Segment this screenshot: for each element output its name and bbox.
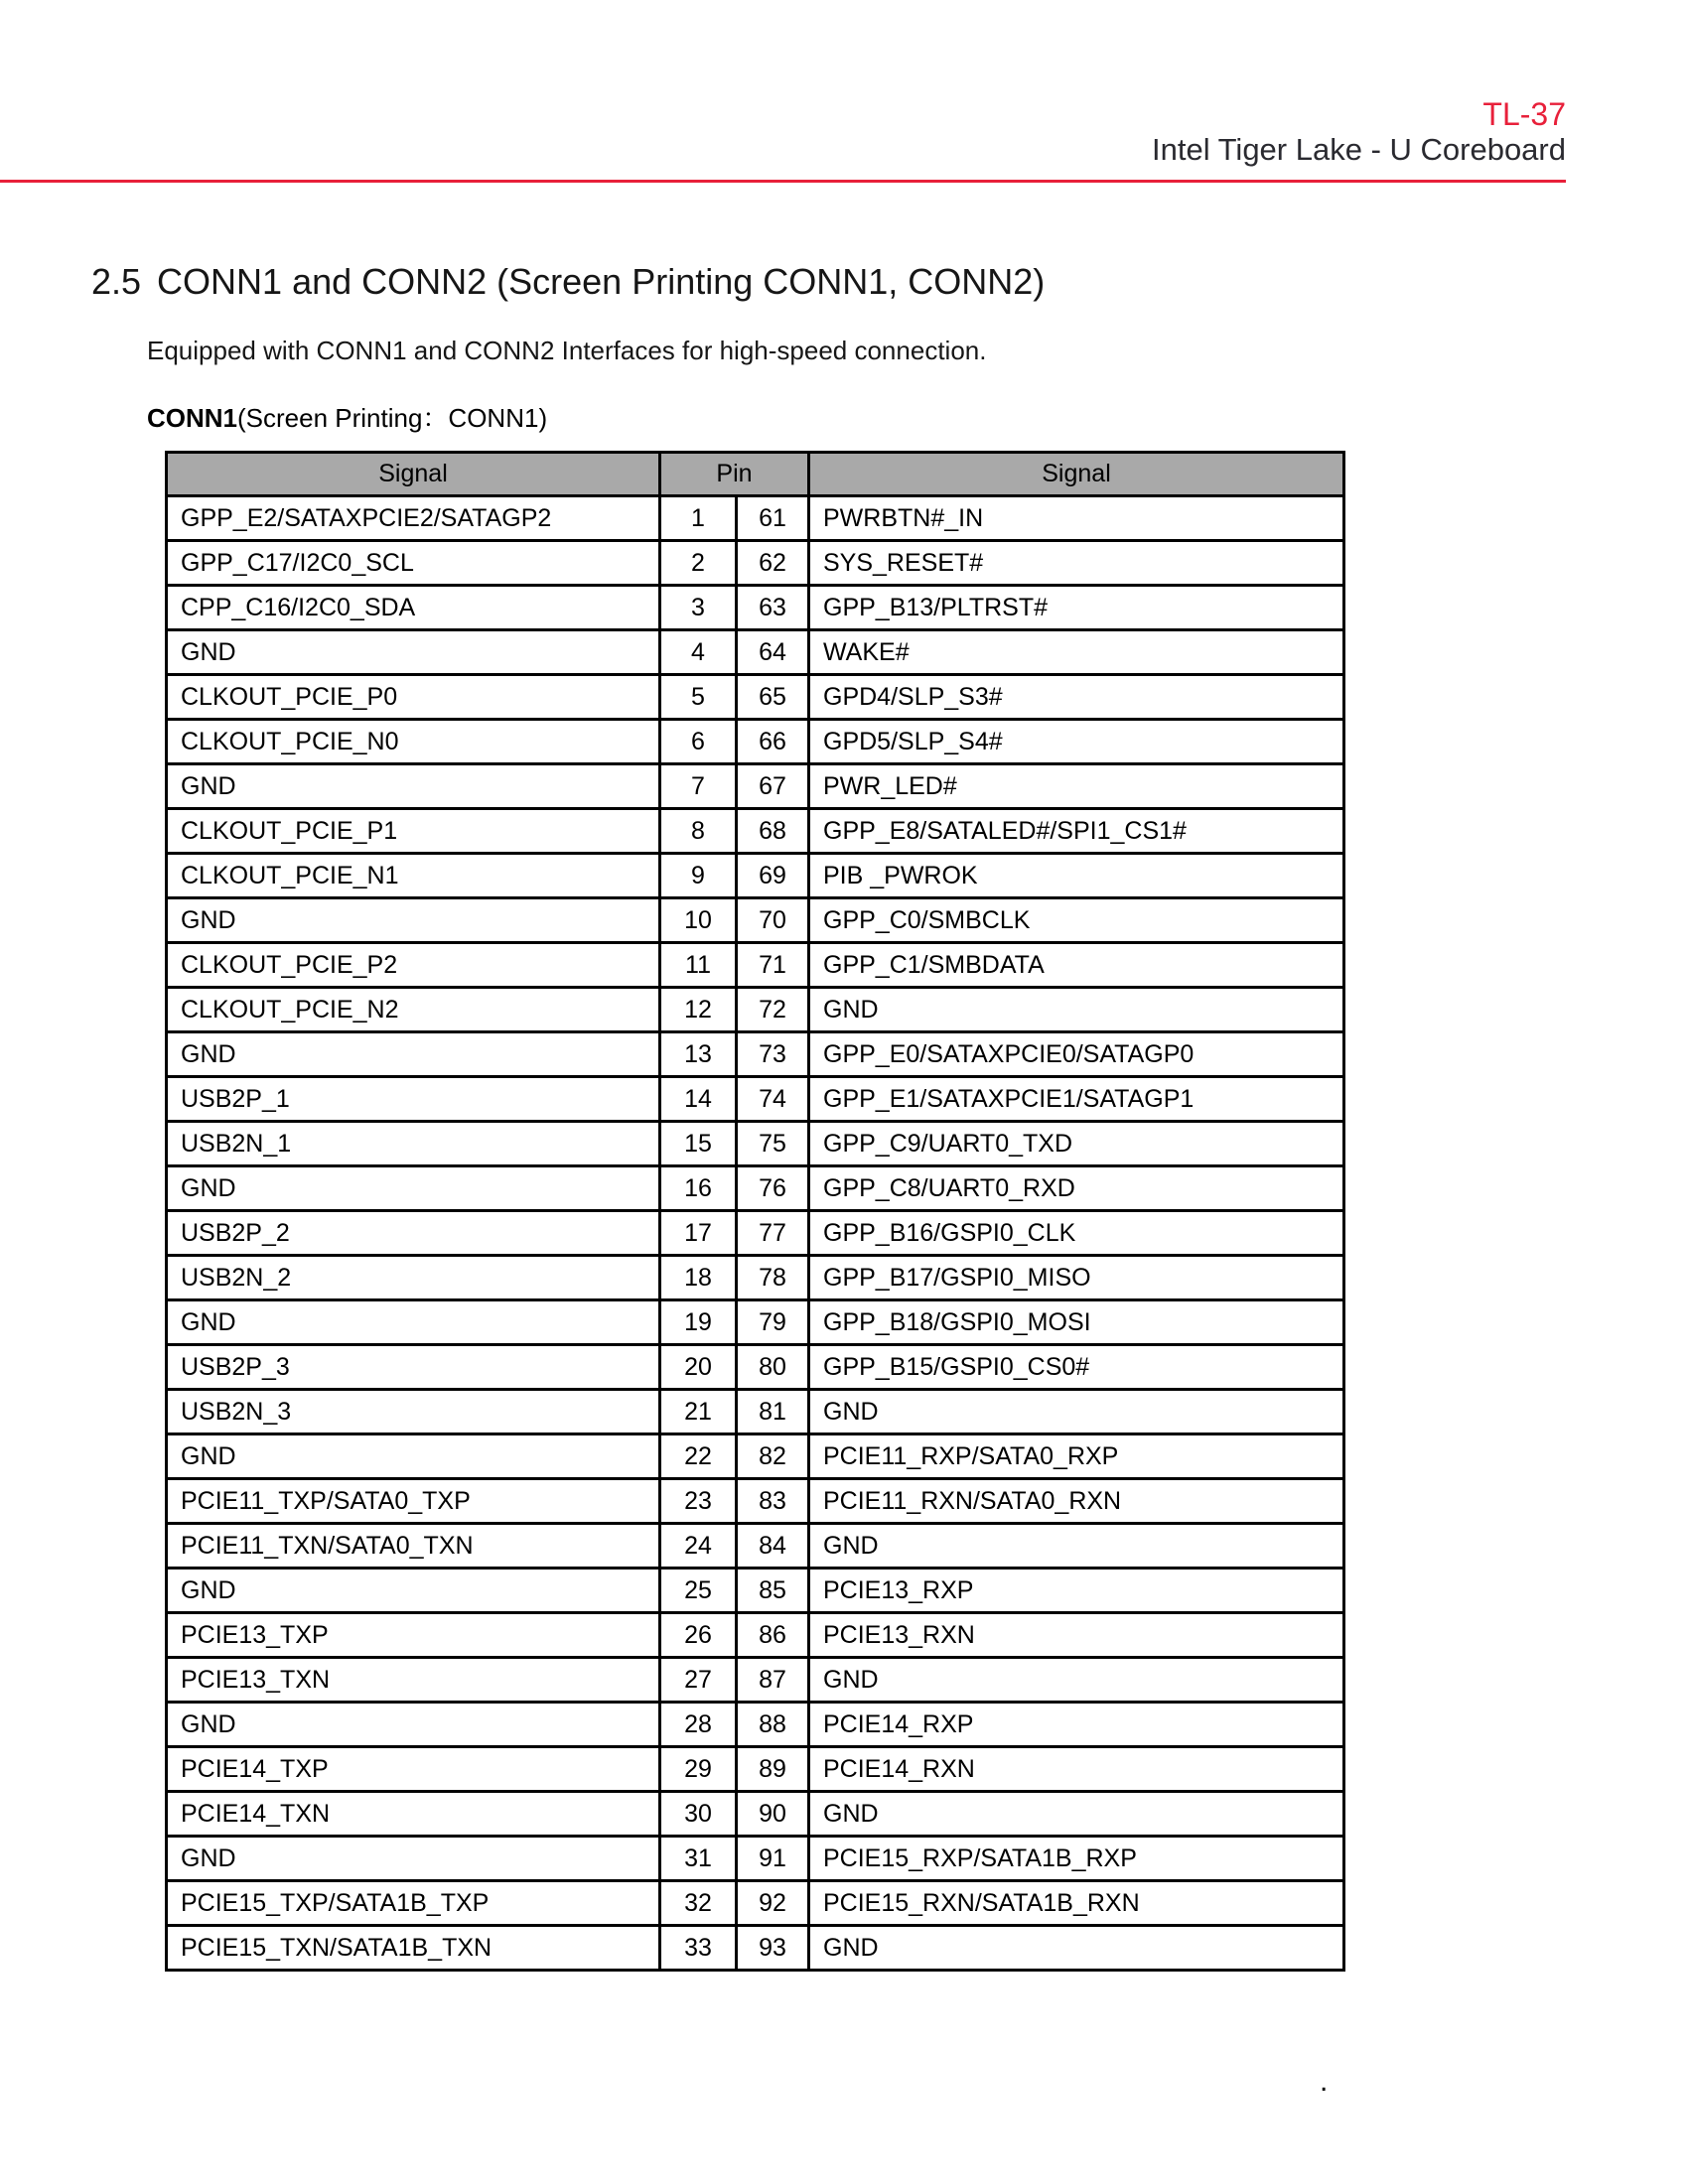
table-row <box>167 1881 1344 1926</box>
section-number: 2.5 <box>91 261 142 302</box>
header-rule <box>0 180 1566 183</box>
signal-left-cell: GND <box>167 1434 660 1479</box>
product-name: Intel Tiger Lake - U Coreboard <box>1152 132 1566 167</box>
table-row <box>167 1524 1344 1569</box>
signal-left-cell: PCIE15_TXN/SATA1B_TXN <box>167 1926 660 1971</box>
table-caption-rest: (Screen Printing：CONN1) <box>237 403 548 433</box>
pin-right-cell: 69 <box>737 854 809 898</box>
pin-right-cell: 93 <box>737 1926 809 1971</box>
signal-right-cell: GND <box>809 1792 1344 1837</box>
table-row <box>167 1792 1344 1837</box>
signal-left-cell: GND <box>167 1837 660 1881</box>
table-row <box>167 675 1344 720</box>
pin-left-cell: 7 <box>660 764 737 809</box>
pin-left-cell: 20 <box>660 1345 737 1390</box>
table-row <box>167 1166 1344 1211</box>
pin-right-cell: 88 <box>737 1703 809 1747</box>
table-row <box>167 1747 1344 1792</box>
signal-left-cell: CLKOUT_PCIE_N2 <box>167 988 660 1032</box>
table-row <box>167 1569 1344 1613</box>
pin-left-cell: 5 <box>660 675 737 720</box>
signal-right-cell: GND <box>809 988 1344 1032</box>
pin-right-cell: 82 <box>737 1434 809 1479</box>
table-row <box>167 1434 1344 1479</box>
signal-right-cell: PCIE15_RXN/SATA1B_RXN <box>809 1881 1344 1926</box>
pin-right-cell: 86 <box>737 1613 809 1658</box>
table-row <box>167 1256 1344 1300</box>
signal-left-cell: USB2N_1 <box>167 1122 660 1166</box>
pin-left-cell: 25 <box>660 1569 737 1613</box>
signal-right-cell: PCIE14_RXN <box>809 1747 1344 1792</box>
pin-right-cell: 91 <box>737 1837 809 1881</box>
table-row <box>167 1658 1344 1703</box>
signal-left-cell: PCIE11_TXN/SATA0_TXN <box>167 1524 660 1569</box>
pin-left-cell: 22 <box>660 1434 737 1479</box>
table-row <box>167 720 1344 764</box>
pin-left-cell: 23 <box>660 1479 737 1524</box>
signal-left-cell: PCIE13_TXP <box>167 1613 660 1658</box>
table-row <box>167 988 1344 1032</box>
signal-right-cell: PCIE15_RXP/SATA1B_RXP <box>809 1837 1344 1881</box>
pin-right-cell: 79 <box>737 1300 809 1345</box>
footer-period-mark: . <box>1320 2065 1329 2098</box>
signal-right-cell: SYS_RESET# <box>809 541 1344 586</box>
pin-right-cell: 64 <box>737 630 809 675</box>
header-signal-right: Signal <box>809 453 1344 496</box>
pin-left-cell: 33 <box>660 1926 737 1971</box>
pin-left-cell: 2 <box>660 541 737 586</box>
table-row <box>167 1926 1344 1971</box>
pin-left-cell: 19 <box>660 1300 737 1345</box>
pin-right-cell: 84 <box>737 1524 809 1569</box>
signal-left-cell: PCIE13_TXN <box>167 1658 660 1703</box>
signal-left-cell: CLKOUT_PCIE_N0 <box>167 720 660 764</box>
signal-left-cell: GND <box>167 764 660 809</box>
pin-left-cell: 11 <box>660 943 737 988</box>
table-row <box>167 1479 1344 1524</box>
signal-right-cell: PWRBTN#_IN <box>809 496 1344 541</box>
table-row <box>167 1613 1344 1658</box>
pin-right-cell: 92 <box>737 1881 809 1926</box>
signal-left-cell: USB2P_1 <box>167 1077 660 1122</box>
table-row <box>167 809 1344 854</box>
signal-left-cell: CLKOUT_PCIE_P0 <box>167 675 660 720</box>
table-row <box>167 854 1344 898</box>
signal-right-cell: GPP_B15/GSPI0_CS0# <box>809 1345 1344 1390</box>
pin-right-cell: 81 <box>737 1390 809 1434</box>
table-row <box>167 1122 1344 1166</box>
pin-left-cell: 32 <box>660 1881 737 1926</box>
pin-right-cell: 63 <box>737 586 809 630</box>
signal-left-cell: GPP_E2/SATAXPCIE2/SATAGP2 <box>167 496 660 541</box>
signal-right-cell: GPP_E8/SATALED#/SPI1_CS1# <box>809 809 1344 854</box>
pin-left-cell: 29 <box>660 1747 737 1792</box>
pin-right-cell: 62 <box>737 541 809 586</box>
signal-right-cell: GND <box>809 1658 1344 1703</box>
table-row <box>167 764 1344 809</box>
pin-right-cell: 89 <box>737 1747 809 1792</box>
pin-left-cell: 6 <box>660 720 737 764</box>
signal-left-cell: PCIE14_TXP <box>167 1747 660 1792</box>
pin-right-cell: 67 <box>737 764 809 809</box>
signal-left-cell: CLKOUT_PCIE_P2 <box>167 943 660 988</box>
pin-right-cell: 87 <box>737 1658 809 1703</box>
pin-left-cell: 10 <box>660 898 737 943</box>
pin-left-cell: 9 <box>660 854 737 898</box>
signal-right-cell: GND <box>809 1390 1344 1434</box>
signal-left-cell: PCIE15_TXP/SATA1B_TXP <box>167 1881 660 1926</box>
pin-right-cell: 65 <box>737 675 809 720</box>
signal-left-cell: GND <box>167 1032 660 1077</box>
signal-left-cell: GPP_C17/I2C0_SCL <box>167 541 660 586</box>
doc-code: TL-37 <box>1482 96 1566 132</box>
table-row <box>167 630 1344 675</box>
pin-right-cell: 90 <box>737 1792 809 1837</box>
signal-right-cell: PWR_LED# <box>809 764 1344 809</box>
pin-right-cell: 78 <box>737 1256 809 1300</box>
signal-right-cell: GPP_B17/GSPI0_MISO <box>809 1256 1344 1300</box>
signal-right-cell: WAKE# <box>809 630 1344 675</box>
header-pin: Pin <box>660 453 809 496</box>
signal-left-cell: GND <box>167 898 660 943</box>
pin-right-cell: 66 <box>737 720 809 764</box>
table-row <box>167 943 1344 988</box>
signal-right-cell: GND <box>809 1926 1344 1971</box>
signal-right-cell: GPD4/SLP_S3# <box>809 675 1344 720</box>
table-row <box>167 1032 1344 1077</box>
pin-right-cell: 71 <box>737 943 809 988</box>
signal-left-cell: USB2N_2 <box>167 1256 660 1300</box>
signal-right-cell: GPP_B13/PLTRST# <box>809 586 1344 630</box>
signal-right-cell: GPP_C8/UART0_RXD <box>809 1166 1344 1211</box>
table-row <box>167 1077 1344 1122</box>
pin-right-cell: 75 <box>737 1122 809 1166</box>
pin-left-cell: 8 <box>660 809 737 854</box>
signal-right-cell: GPP_E0/SATAXPCIE0/SATAGP0 <box>809 1032 1344 1077</box>
pin-right-cell: 68 <box>737 809 809 854</box>
signal-left-cell: USB2N_3 <box>167 1390 660 1434</box>
table-row <box>167 496 1344 541</box>
intro-paragraph: Equipped with CONN1 and CONN2 Interfaces for high-speed connection. <box>147 336 987 365</box>
pin-right-cell: 72 <box>737 988 809 1032</box>
page-header <box>1152 97 1566 168</box>
pin-left-cell: 26 <box>660 1613 737 1658</box>
signal-right-cell: GPP_C9/UART0_TXD <box>809 1122 1344 1166</box>
pin-left-cell: 18 <box>660 1256 737 1300</box>
table-caption-bold: CONN1 <box>147 403 238 433</box>
signal-right-cell: PIB _PWROK <box>809 854 1344 898</box>
pin-right-cell: 83 <box>737 1479 809 1524</box>
signal-left-cell: GND <box>167 1166 660 1211</box>
table-row <box>167 1390 1344 1434</box>
signal-right-cell: GPP_E1/SATAXPCIE1/SATAGP1 <box>809 1077 1344 1122</box>
table-row <box>167 1837 1344 1881</box>
signal-left-cell: USB2P_3 <box>167 1345 660 1390</box>
pin-right-cell: 80 <box>737 1345 809 1390</box>
signal-right-cell: PCIE14_RXP <box>809 1703 1344 1747</box>
pin-left-cell: 4 <box>660 630 737 675</box>
table-row <box>167 541 1344 586</box>
pin-right-cell: 61 <box>737 496 809 541</box>
signal-left-cell: GND <box>167 1703 660 1747</box>
pin-right-cell: 73 <box>737 1032 809 1077</box>
pin-left-cell: 27 <box>660 1658 737 1703</box>
table-header-row <box>167 453 1344 496</box>
signal-left-cell: USB2P_2 <box>167 1211 660 1256</box>
signal-left-cell: GND <box>167 1569 660 1613</box>
table-row <box>167 586 1344 630</box>
signal-left-cell: GND <box>167 1300 660 1345</box>
table-row <box>167 1345 1344 1390</box>
table-head <box>167 453 1344 496</box>
header-signal-left: Signal <box>167 453 660 496</box>
table-caption <box>147 403 547 433</box>
signal-right-cell: GPP_C0/SMBCLK <box>809 898 1344 943</box>
signal-right-cell: PCIE11_RXP/SATA0_RXP <box>809 1434 1344 1479</box>
section-title: CONN1 and CONN2 (Screen Printing CONN1, CONN2) <box>157 261 1046 302</box>
pin-left-cell: 28 <box>660 1703 737 1747</box>
pin-left-cell: 16 <box>660 1166 737 1211</box>
pin-left-cell: 3 <box>660 586 737 630</box>
conn1-pin-table <box>165 451 1345 1972</box>
signal-right-cell: GPP_B16/GSPI0_CLK <box>809 1211 1344 1256</box>
signal-right-cell: PCIE13_RXN <box>809 1613 1344 1658</box>
pin-right-cell: 74 <box>737 1077 809 1122</box>
pin-right-cell: 76 <box>737 1166 809 1211</box>
pin-left-cell: 17 <box>660 1211 737 1256</box>
signal-right-cell: PCIE11_RXN/SATA0_RXN <box>809 1479 1344 1524</box>
signal-left-cell: GND <box>167 630 660 675</box>
pin-left-cell: 15 <box>660 1122 737 1166</box>
signal-right-cell: GPD5/SLP_S4# <box>809 720 1344 764</box>
pin-left-cell: 14 <box>660 1077 737 1122</box>
pin-left-cell: 21 <box>660 1390 737 1434</box>
table-row <box>167 1211 1344 1256</box>
pin-left-cell: 13 <box>660 1032 737 1077</box>
table-row <box>167 898 1344 943</box>
signal-right-cell: GPP_B18/GSPI0_MOSI <box>809 1300 1344 1345</box>
table-body <box>167 496 1344 1971</box>
pin-right-cell: 85 <box>737 1569 809 1613</box>
pin-right-cell: 77 <box>737 1211 809 1256</box>
signal-right-cell: PCIE13_RXP <box>809 1569 1344 1613</box>
pin-right-cell: 70 <box>737 898 809 943</box>
signal-left-cell: CLKOUT_PCIE_N1 <box>167 854 660 898</box>
pin-left-cell: 30 <box>660 1792 737 1837</box>
signal-right-cell: GPP_C1/SMBDATA <box>809 943 1344 988</box>
pin-left-cell: 24 <box>660 1524 737 1569</box>
signal-left-cell: PCIE14_TXN <box>167 1792 660 1837</box>
table-row <box>167 1300 1344 1345</box>
section-heading <box>91 260 1045 304</box>
signal-left-cell: CLKOUT_PCIE_P1 <box>167 809 660 854</box>
table-row <box>167 1703 1344 1747</box>
signal-left-cell: CPP_C16/I2C0_SDA <box>167 586 660 630</box>
pin-left-cell: 1 <box>660 496 737 541</box>
pin-left-cell: 12 <box>660 988 737 1032</box>
signal-right-cell: GND <box>809 1524 1344 1569</box>
pin-left-cell: 31 <box>660 1837 737 1881</box>
signal-left-cell: PCIE11_TXP/SATA0_TXP <box>167 1479 660 1524</box>
